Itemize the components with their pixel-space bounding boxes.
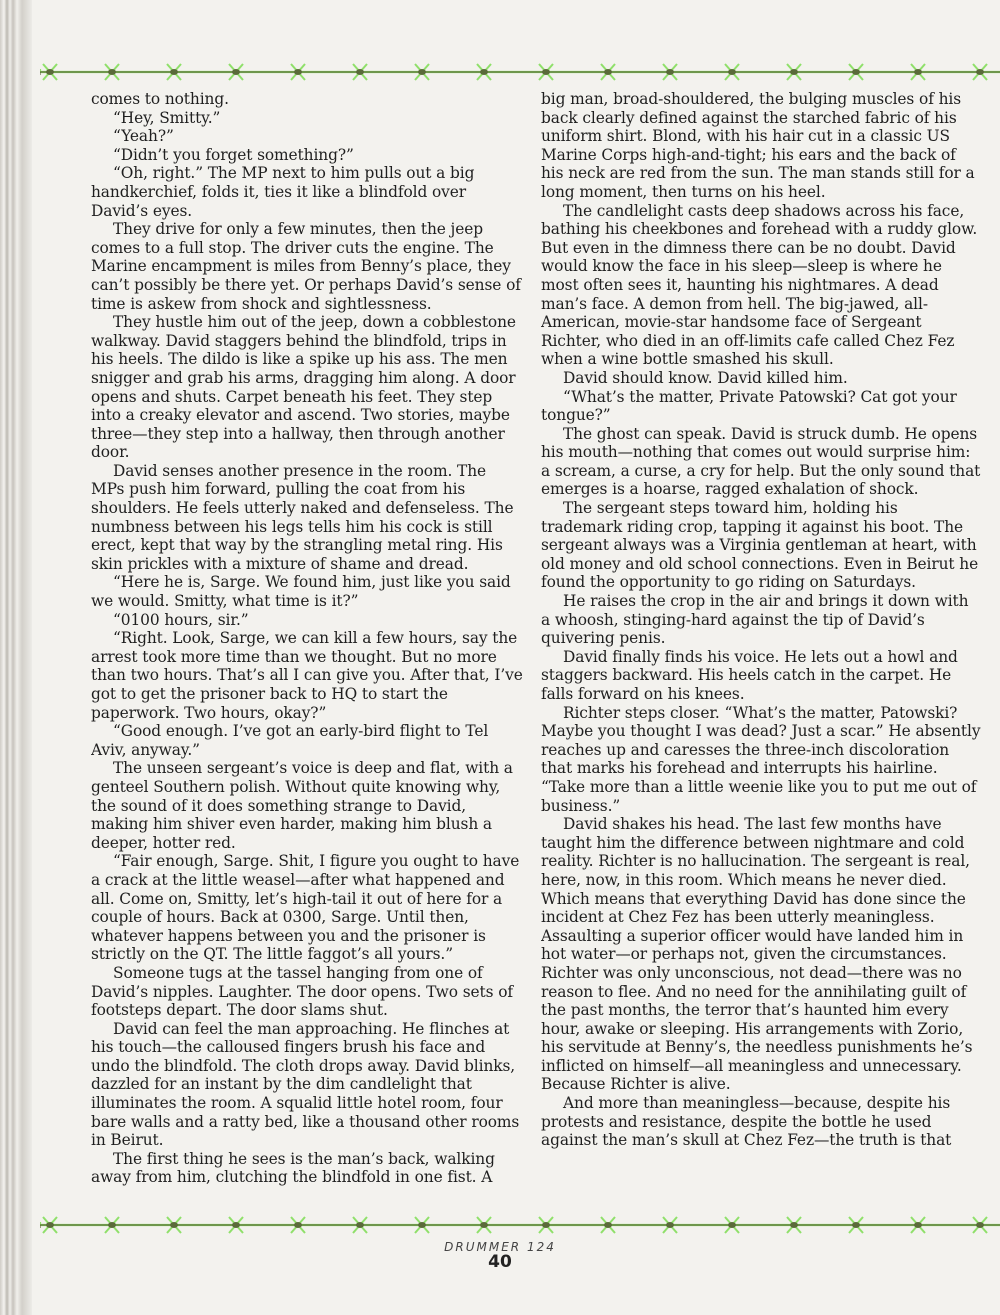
wire-knot [914,69,922,75]
wire-knot [46,1222,54,1228]
wire-knot [356,1222,364,1228]
paragraph: big man, broad-shouldered, the bulging muscles of his back clearly defined against the starched fabric of his uniform shirt. Blond, with his hair cut in a classic US Marine Corps high-and-tight; his ears and the back of his neck are red from the sun. The man stands still for a long moment, then turns on his heel. [541,90,975,201]
paragraph: “Here he is, Sarge. We found him, just like you said we would. Smitty, what time is it?” [91,573,511,611]
paragraph: He raises the crop in the air and brings it down with a whoosh, stinging-hard against the tip of David’s quivering penis. [541,592,969,648]
paragraph: Richter steps closer. “What’s the matter, Patowski? Maybe you thought I was dead? Just a scar.” He absently reaches up and caresses the three-inch discoloration that marks his forehead and interrupts his hairline. “Take more than a little weenie like you to put me out of business.” [541,703,981,815]
wire-knot [232,1222,240,1228]
barbed-wire-rule-top [40,52,1000,92]
paragraph: And more than meaningless—because, despite his protests and resistance, despite the bottle he used against the man’s skull at Chez Fez—the truth is that [541,1094,952,1150]
paragraph: The ghost can speak. David is struck dumb. He opens his mouth—nothing that comes out would surprise him: a scream, a curse, a cry for help. But the only sound that emerges is a hoarse, ragged exhalation of shock. [541,424,981,499]
binding-edge [0,0,32,1315]
paragraph: “Right. Look, Sarge, we can kill a few hours, say the arrest took more time than we thought. But no more than two hours. That’s all I can give you. After that, I’ve got to get the prisoner back to HQ to start the paperwork. Two hours, okay?” [91,629,523,722]
wire-knot [108,69,116,75]
paragraph: comes to nothing. [91,90,229,108]
paragraph: “Didn’t you forget something?” [113,145,354,164]
wire-knot [418,1222,426,1228]
wire-knot [294,69,302,75]
paragraph: David shakes his head. The last few months have taught him the difference between nightmare and cold reality. Richter is no hallucination. The sergeant is real, here, now, in this room. Which means he never died. Which means that everything David has done since the incident at Chez Fez has been utterly meaningless. Assaulting a superior officer would have landed him in hot water—or perhaps not, given the circumstances. Richter was only unconscious, not dead—there was no reason to flee. And no need for the annihilating guilt of the past months, the terror that’s haunted him every hour, awake or sleeping. His arrangements with Zorio, his servitude at Benny’s, the needless punishments he’s inflicted on himself—all meaningless and unnecessary. Because Richter is alive. [541,815,973,1094]
wire-knot [170,1222,178,1228]
wire-knot [728,69,736,75]
article-column-right [541,90,981,1212]
paragraph: David senses another presence in the room. The MPs push him forward, pulling the coat from his shoulders. He feels utterly naked and defenseless. The numbness between his legs tells him his cock is still erect, kept that way by the strangling metal ring. His skin prickles with a mixture of shame and dread. [91,461,514,573]
paragraph: “0100 hours, sir.” [113,610,249,629]
paragraph: David finally finds his voice. He lets out a howl and staggers backward. His heels catch in the carpet. He falls forward on his knees. [541,647,958,703]
paragraph: They drive for only a few minutes, then the jeep comes to a full stop. The driver cuts the engine. The Marine encampment is miles from Benny’s place, they can’t possibly be there yet. Or perhaps David’s sense of time is askew from shock and sightlessness. [91,220,521,313]
article-column-left [91,90,523,1212]
paragraph: The unseen sergeant’s voice is deep and flat, with a genteel Southern polish. Without quite knowing why, the sound of it does something strange to David, making him shiver even harder, making him blush a deeper, hotter red. [91,759,513,852]
wire-knot [914,1222,922,1228]
paragraph: “Fair enough, Sarge. Shit, I figure you ought to have a crack at the little weasel—after what happened and all. Come on, Smitty, let’s high-tail it out of here for a couple of hours. Back at 0300, Sarge. Until then, whatever happens between you and the prisoner is strictly on the QT. The little faggot’s all yours.” [91,852,520,964]
paragraph: They hustle him out of the jeep, down a cobblestone walkway. David staggers behind the blindfold, trips in his heels. The dildo is like a spike up his ass. The men snigger and grab his arms, dragging him along. A door opens and shuts. Carpet beneath his feet. They step into a creaky elevator and ascend. Two stories, maybe three—they step into a hallway, then through another door. [91,313,516,462]
wire-knot [976,1222,984,1228]
wire-knot [480,69,488,75]
wire-knot [852,1222,860,1228]
wire-knot [666,69,674,75]
paragraph: “Yeah?” [113,127,174,146]
wire-knot [294,1222,302,1228]
wire-knot [542,69,550,75]
wire-knot [604,69,612,75]
paragraph: “Oh, right.” The MP next to him pulls out a big handkerchief, folds it, ties it like a blindfold over David’s eyes. [91,164,475,220]
wire-knot [232,69,240,75]
paragraph: “Good enough. I’ve got an early-bird flight to Tel Aviv, anyway.” [91,722,489,759]
paragraph: David can feel the man approaching. He flinches at his touch—the calloused fingers brush his face and undo the blindfold. The cloth drops away. David blinks, dazzled for an instant by the dim candlelight that illuminates the room. A squalid little hotel room, four bare walls and a ratty bed, like a thousand other rooms in Beirut. [91,1019,520,1150]
wire-knot [356,69,364,75]
paragraph: The first thing he sees is the man’s back, walking away from him, clutching the blindfold in one fist. A [91,1149,495,1187]
wire-knot [542,1222,550,1228]
paragraph: The candlelight casts deep shadows across his face, bathing his cheekbones and forehead with a ruddy glow. But even in the dimness there can be no doubt. David would know the face in his sleep—sleep is where he most often sees it, haunting his nightmares. A dead man’s face. A demon from hell. The big-jawed, all-American, movie-star handsome face of Sergeant Richter, who died in an off-limits cafe called Chez Fez when a wine bottle smashed his skull. [541,201,978,369]
wire-knot [976,69,984,75]
magazine-issue-label: DRUMMER 124 [444,1240,556,1254]
page-number: 40 [488,1252,512,1272]
wire-knot [728,1222,736,1228]
wire-knot [790,69,798,75]
wire-knot [46,69,54,75]
paragraph: “What’s the matter, Private Patowski? Cat got your tongue?” [541,387,957,425]
wire-knot [790,1222,798,1228]
wire-knot [604,1222,612,1228]
wire-knot [480,1222,488,1228]
paragraph: “Hey, Smitty.” [113,108,221,127]
wire-knot [666,1222,674,1228]
wire-knot [852,69,860,75]
wire-knot [108,1222,116,1228]
paragraph: David should know. David killed him. [563,368,848,387]
wire-knot [170,69,178,75]
wire-knot [418,69,426,75]
paragraph: The sergeant steps toward him, holding his trademark riding crop, tapping it against his boot. The sergeant always was a Virginia gentleman at heart, with old money and old school connections. Even in Beirut he found the opportunity to go riding on Saturdays. [541,499,979,592]
paragraph: Someone tugs at the tassel hanging from one of David’s nipples. Laughter. The door opens. Two sets of footsteps depart. The door slams shut. [91,963,513,1020]
